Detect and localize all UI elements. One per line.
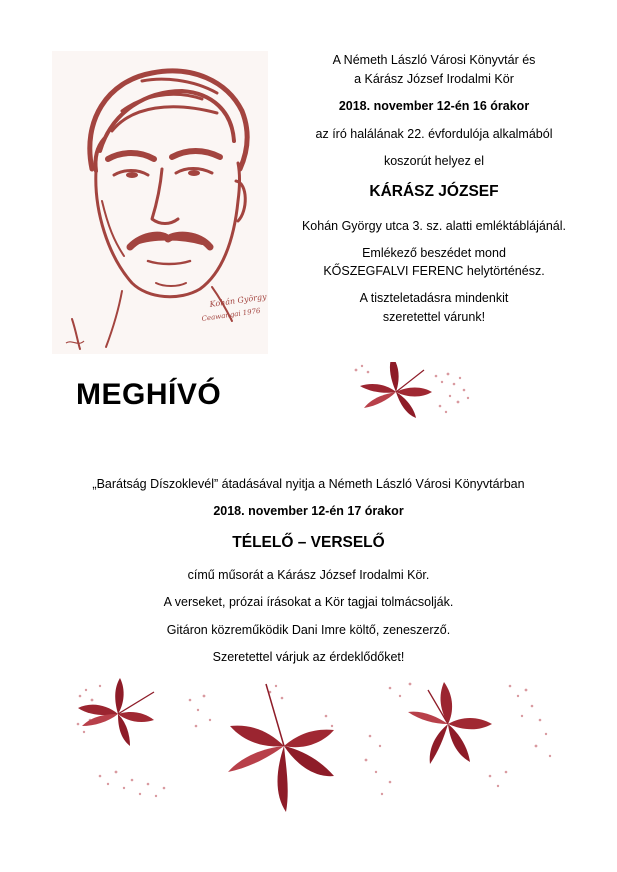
event1-speech-line1: Emlékező beszédet mond (362, 246, 506, 260)
event1-occasion: az író halálának 22. évfordulója alkalmából (315, 127, 553, 141)
event1-honoree-name: KÁRÁSZ JÓZSEF (369, 183, 499, 200)
event2-intro: „Barátság Díszoklevél” átadásával nyitja a Németh László Városi Könyvtárban (92, 477, 525, 491)
leaf-small-1 (360, 362, 432, 418)
event1-date: 2018. november 12-én 16 órakor (338, 99, 530, 113)
portrait-sketch (52, 51, 268, 354)
event2-date: 2018. november 12-én 17 órakor (213, 504, 404, 518)
leaf-bottom-right (408, 682, 492, 764)
event1-host-line1: A Németh László Városi Könyvtár és (332, 53, 536, 67)
event2-program-title: TÉLELŐ – VERSELŐ (232, 534, 385, 551)
event2-line2: A verseket, prózai írásokat a Kör tagjai tolmácsolják. (163, 595, 454, 609)
event1-host-line2: a Kárász József Irodalmi Kör (354, 72, 514, 86)
leaf-bottom-center (228, 684, 334, 812)
invitation-heading: MEGHÍVÓ (76, 378, 222, 411)
leaf-bottom-left (78, 678, 154, 746)
leaf-decoration-bottom (70, 676, 560, 826)
event2-line3: Gitáron közreműködik Dani Imre költő, zeneszerző. (166, 623, 451, 637)
event1-location: Kohán György utca 3. sz. alatti emléktáblájánál. (301, 219, 567, 233)
signature-date: Ceawangai 1976 (201, 306, 261, 323)
portrait-drawing (52, 51, 268, 354)
event1-invite-line1: A tiszteletadásra mindenkit (359, 291, 509, 305)
signature-name: Kohán György (209, 292, 268, 309)
leaf-decoration-small (350, 362, 475, 424)
event1-action: koszorút helyez el (383, 154, 485, 168)
event1-invite-line2: szeretettel várunk! (382, 310, 486, 324)
event2-line1: című műsorát a Kárász József Irodalmi Kör. (187, 568, 430, 582)
event2-line4: Szeretettel várjuk az érdeklődőket! (212, 650, 405, 664)
event1-speech-line2: KŐSZEGFALVI FERENC helytörténész. (323, 264, 545, 278)
